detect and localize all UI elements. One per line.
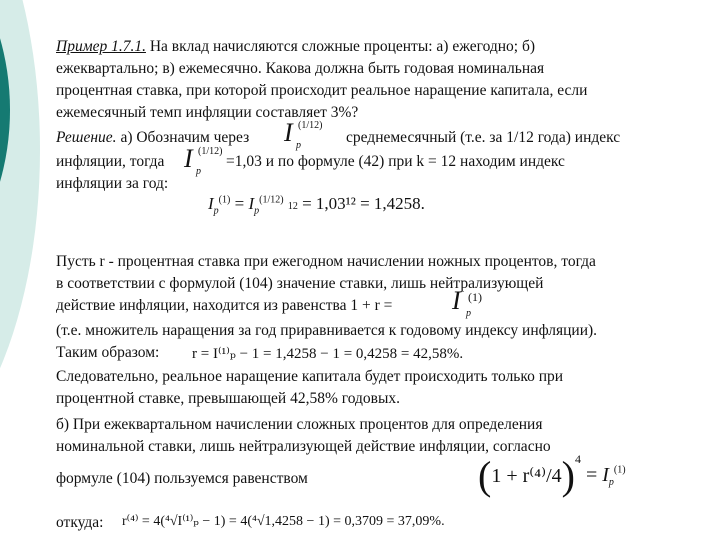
text-line: действие инфляции, находится из равенства 1 + r = — [56, 297, 393, 314]
text-line: Пусть r - процентная ставка при ежегодном начислении ножных процентов, тогда — [56, 253, 596, 270]
equation-rate: r = I⁽¹⁾ₚ − 1 = 1,4258 − 1 = 0,4258 = 42,58%. — [192, 346, 464, 362]
text-line: формуле (104) пользуемся равенством — [56, 470, 308, 487]
text-line: процентная ставка, при которой происходит реальное наращение капитала, если — [56, 82, 588, 99]
formula-ip-annual: I (1) p — [452, 286, 482, 319]
solution-label: Решение. — [56, 129, 117, 146]
text-line: инфляции, тогда — [56, 153, 165, 170]
decorative-arc — [0, 0, 48, 540]
text-line-tail: среднемесячный (т.е. за 1/12 года) индекс — [346, 129, 621, 146]
text-line: б) При ежеквартальном начислении сложных процентов для определения — [56, 416, 543, 433]
text-line: (т.е. множитель наращения за год приравнивается к годовому индексу инфляции). — [56, 322, 598, 339]
text-line: номинальной ставки, лишь нейтрализующей действие инфляции, согласно — [56, 438, 551, 455]
equation-quarterly: $(1 + r^{(4)}/4)^4 = I_p^{(1)}$ — [478, 452, 626, 498]
formula-ip-inline: I (1/12) p — [284, 118, 323, 151]
text-line: инфляции за год: — [56, 175, 169, 192]
text-line: ежеквартально; в) ежемесячно. Какова должна быть годовая номинальная — [56, 60, 545, 77]
equation-annual-index: $I_p^{(1)} = I_p^{(1/12)}$ 12 = 1,03¹² = 1,4258. — [208, 194, 425, 217]
equation-quarterly-rate: r⁽⁴⁾ = 4(⁴√I⁽¹⁾ₚ − 1) = 4(⁴√1,4258 − 1) = 0,3709 = 37,09%. — [122, 514, 445, 529]
text-line: Следовательно, реальное наращение капитала будет происходить только при — [56, 368, 564, 385]
example-label: Пример 1.7.1. — [56, 38, 146, 55]
line-text: а) Обозначим через — [116, 129, 250, 146]
text-line: в соответствии с формулой (104) значение ставки, лишь нейтрализующей — [56, 275, 544, 292]
formula-ip-inline-2: I (1/12) p — [184, 144, 223, 177]
example-heading-line — [56, 36, 535, 58]
text-line: ежемесячный темп инфляции составляет 3%? — [56, 104, 359, 121]
text-line: откуда: — [56, 514, 104, 531]
text-line: Таким образом: — [56, 344, 160, 361]
text-line: процентной ставке, превышающей 42,58% годовых. — [56, 390, 401, 407]
text-line-tail: =1,03 и по формуле (42) при k = 12 находим индекс — [226, 153, 565, 170]
line-text: На вклад начисляются сложные проценты: а) ежегодно; б) — [145, 38, 536, 55]
